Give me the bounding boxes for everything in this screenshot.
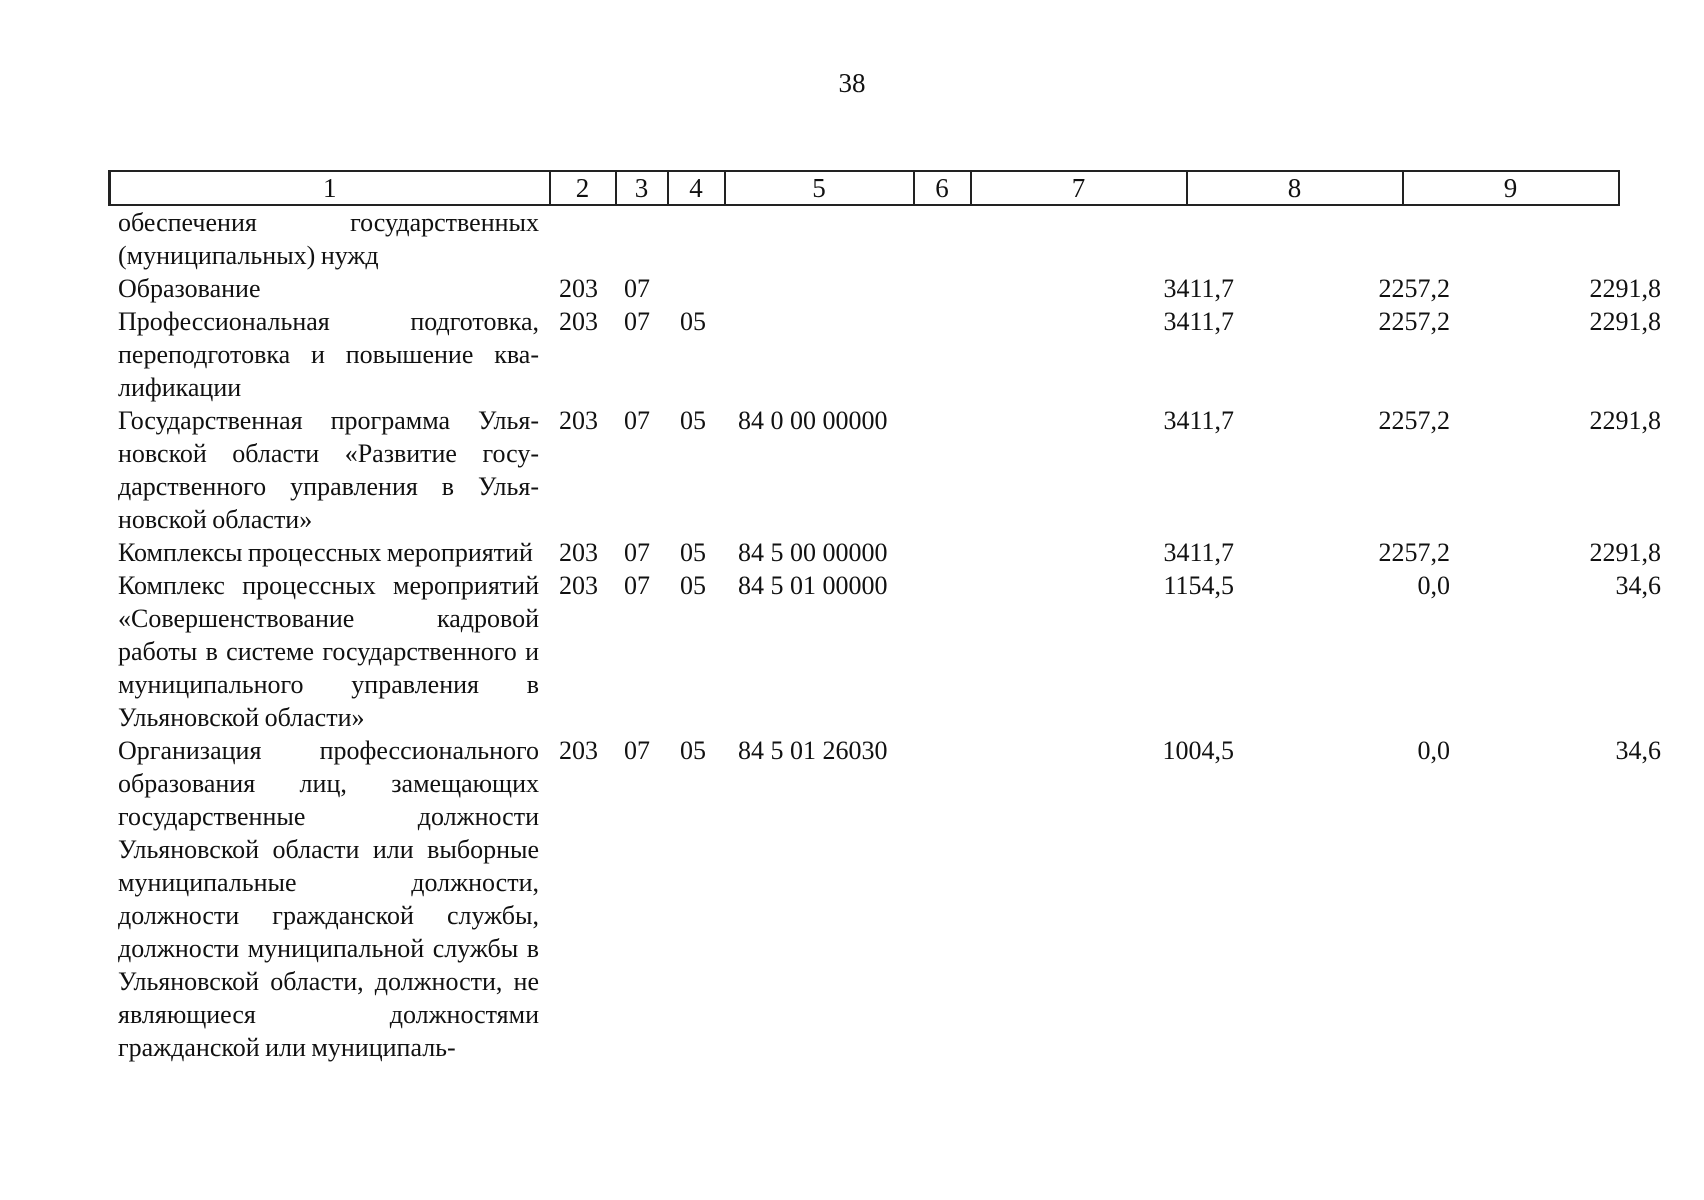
cell-col4: 05 — [680, 736, 706, 765]
cell-col2: 203 — [559, 307, 598, 336]
cell-col2: 203 — [559, 538, 598, 567]
cell-col8: 0,0 — [1417, 571, 1450, 600]
table-row — [118, 734, 1661, 1064]
column-header-table — [108, 170, 1620, 206]
cell-col3: 07 — [624, 307, 650, 336]
cell-col7: 3411,7 — [1163, 406, 1234, 435]
row-name: Профессиональная подготовка, переподготовка и повышение квалификации — [118, 307, 539, 402]
cell-col7: 1154,5 — [1163, 571, 1234, 600]
cell-col8: 0,0 — [1417, 736, 1450, 765]
cell-col2: 203 — [559, 736, 598, 765]
table-row — [118, 206, 1617, 272]
row-name: Государственная программа Ульяновской области «Развитие государственного управления в Ульяновской области» — [118, 406, 539, 534]
cell-col4: 05 — [680, 538, 706, 567]
column-header-2: 2 — [550, 171, 616, 205]
cell-col5: 84 5 01 00000 — [738, 571, 888, 600]
cell-col8: 2257,2 — [1378, 538, 1450, 567]
cell-col7: 3411,7 — [1163, 274, 1234, 303]
column-header-9: 9 — [1403, 171, 1619, 205]
cell-col9: 34,6 — [1615, 571, 1661, 600]
row-name: Комплексы процессных мероприятий — [118, 538, 533, 567]
column-header-1: 1 — [110, 171, 550, 205]
cell-col9: 2291,8 — [1589, 307, 1661, 336]
column-header-3: 3 — [616, 171, 668, 205]
cell-col7: 3411,7 — [1163, 538, 1234, 567]
cell-col7: 1004,5 — [1162, 736, 1234, 765]
cell-col4: 05 — [680, 406, 706, 435]
cell-col5: 84 5 00 00000 — [738, 538, 888, 567]
column-header-4: 4 — [668, 171, 725, 205]
row-name: Комплекс процессных мероприятий «Совершенствование кадровой работы в системе государственного и муниципального управления в Ульяновской области» — [118, 571, 539, 732]
table-row — [118, 404, 1661, 536]
cell-col3: 07 — [624, 736, 650, 765]
table-row — [118, 536, 1661, 569]
cell-col2: 203 — [559, 406, 598, 435]
cell-col2: 203 — [559, 571, 598, 600]
column-header-7: 7 — [971, 171, 1187, 205]
cell-col5: 84 5 01 26030 — [738, 736, 888, 765]
cell-col3: 07 — [624, 406, 650, 435]
row-name: Образование — [118, 274, 261, 303]
cell-col9: 34,6 — [1615, 736, 1661, 765]
cell-col3: 07 — [624, 538, 650, 567]
cell-col5: 84 0 00 00000 — [738, 406, 888, 435]
column-header-row — [110, 171, 1619, 205]
cell-col4: 05 — [680, 571, 706, 600]
cell-col8: 2257,2 — [1378, 274, 1450, 303]
cell-col3: 07 — [624, 571, 650, 600]
cell-col9: 2291,8 — [1589, 538, 1661, 567]
row-name: Организация профессионального образования лиц, замещающих государственные должности Ульяновской области или выборные муниципальные должности, должности гражданской службы, должности муниципальной службы в Ульяновской области, должности, не являющиеся должностями гражданской или муниципаль- — [118, 736, 539, 1062]
column-header-5: 5 — [725, 171, 914, 205]
cell-col9: 2291,8 — [1589, 274, 1661, 303]
table-row — [118, 569, 1661, 734]
page-number: 38 — [838, 68, 866, 98]
cell-col7: 3411,7 — [1163, 307, 1234, 336]
budget-table-body — [118, 206, 1661, 1064]
table-row — [118, 305, 1661, 404]
cell-col2: 203 — [559, 274, 598, 303]
cell-col3: 07 — [624, 274, 650, 303]
cell-col8: 2257,2 — [1378, 406, 1450, 435]
cell-col4: 05 — [680, 307, 706, 336]
column-header-8: 8 — [1187, 171, 1403, 205]
cell-col9: 2291,8 — [1589, 406, 1661, 435]
cell-col8: 2257,2 — [1378, 307, 1450, 336]
table-row — [118, 272, 1661, 305]
row-name: обеспечения государственных (муниципальных) нужд — [118, 208, 539, 270]
column-header-6: 6 — [914, 171, 971, 205]
